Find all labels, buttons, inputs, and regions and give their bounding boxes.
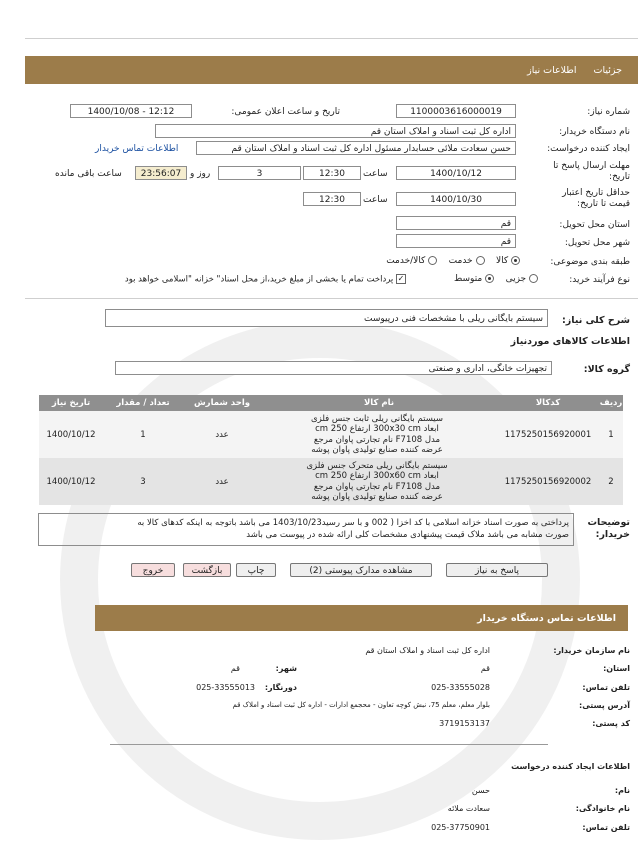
buyer-org-label: نام دستگاه خریدار: xyxy=(559,127,630,137)
days-label: روز و xyxy=(190,169,211,179)
category-label: طبقه بندی موضوعی: xyxy=(550,257,630,267)
buyer-org-field: اداره کل ثبت اسناد و املاک استان قم xyxy=(155,124,516,138)
bc-phone-value: 025-33555028 xyxy=(431,683,490,692)
radio-service-label: خدمت xyxy=(448,256,473,266)
buyer-contact-link[interactable]: اطلاعات تماس خریدار xyxy=(95,144,179,154)
print-button[interactable]: چاپ xyxy=(236,563,276,577)
col-need-date: تاریخ نیاز xyxy=(39,395,103,411)
cell-qty: 3 xyxy=(103,458,183,505)
col-index: ردیف xyxy=(599,395,623,411)
page-header xyxy=(25,56,638,84)
table-row xyxy=(39,411,623,458)
radio-goods-label: کالا xyxy=(495,256,509,266)
requester-title: اطلاعات ایجاد کننده درخواست xyxy=(511,762,630,771)
radio-service[interactable] xyxy=(476,256,485,265)
announce-field: 1400/10/08 - 12:12 xyxy=(70,104,192,118)
bc-phone-label: تلفن تماس: xyxy=(582,683,630,692)
attachments-button[interactable]: مشاهده مدارک پیوستی (2) xyxy=(290,563,432,577)
notes-line-1: پرداختی به صورت اسناد خزانه اسلامی با کد اخزا ( 002 و با سر رسید1403/10/23 می باشد باتوجه به اینکه کدهای کالا به xyxy=(137,518,569,528)
validity-time-label: ساعت xyxy=(363,195,388,205)
name-line: مدل F7108 نام تجارتی پاوان مرجع xyxy=(313,434,441,445)
group-label: گروه کالا: xyxy=(583,364,630,375)
bc-fax-value: 025-33555013 xyxy=(196,683,255,692)
city-field: قم xyxy=(396,234,516,248)
form-divider xyxy=(25,298,638,299)
buyer-contact-header: اطلاعات تماس دستگاه خریدار xyxy=(95,605,628,631)
bc-city-label: شهر: xyxy=(275,664,297,673)
bc-address-value: بلوار معلم، معلم 75، نبش کوچه تعاون - محجمع ادارات - اداره کل ثبت اسناد و املاک قم xyxy=(232,701,490,709)
bc-org-label: نام سازمان خریدار: xyxy=(553,646,630,655)
deadline-time-field: 12:30 xyxy=(303,166,361,180)
summary-field: سیستم بایگانی ریلی با مشخصات فنی درپیوست xyxy=(105,309,548,327)
breadcrumb-need-info[interactable]: اطلاعات نیاز xyxy=(527,65,577,76)
validity-label: حداقل تاریخ اعتبار قیمت تا تاریخ: xyxy=(562,188,630,209)
payment-checkbox[interactable]: ✓ xyxy=(397,274,405,283)
name-line: سیستم بایگانی ریلی متحرک جنس فلزی xyxy=(306,460,448,471)
payment-note-text: پرداخت تمام یا بخشی از مبلغ خرید،از محل اسناد" خزانه "اسلامی خواهد بود xyxy=(124,274,394,285)
province-field: قم xyxy=(396,216,516,230)
goods-title: اطلاعات کالاهای موردنیاز xyxy=(510,336,630,347)
province-label: استان محل تحویل: xyxy=(559,220,630,230)
bc-province-value: قم xyxy=(480,664,490,673)
radio-minor-label: جزیی xyxy=(505,274,527,284)
bc-address-label: آدرس پستی: xyxy=(579,701,630,710)
need-number-label: شماره نیاز: xyxy=(587,107,630,117)
col-unit: واحد شمارش xyxy=(183,395,261,411)
notes-box xyxy=(38,513,574,546)
cell-name xyxy=(261,458,497,505)
bc-province-label: استان: xyxy=(603,664,630,673)
days-field: 3 xyxy=(218,166,301,180)
bc-postal-label: کد پستی: xyxy=(592,719,630,728)
payment-note xyxy=(68,274,406,285)
validity-date-field: 1400/10/30 xyxy=(396,192,516,206)
summary-label: شرح کلی نیاز: xyxy=(561,315,630,326)
req-family-label: نام خانوادگی: xyxy=(575,804,630,813)
cell-index: 2 xyxy=(599,458,623,505)
radio-minor[interactable] xyxy=(529,274,538,283)
top-divider xyxy=(25,38,638,39)
req-name-value: حسن xyxy=(471,786,490,795)
name-line: ابعاد 300x60 cm ارتفاع 250 cm xyxy=(315,471,439,481)
name-line: سیستم بایگانی ریلی ثابت جنس فلزی xyxy=(311,413,443,424)
category-options xyxy=(340,256,520,266)
name-line: ابعاد 300x30 cm ارتفاع 250 cm xyxy=(315,424,439,434)
bc-postal-value: 3719153137 xyxy=(439,719,490,728)
table-header-row xyxy=(39,395,623,411)
process-label: نوع فرآیند خرید: xyxy=(569,275,630,285)
name-line: عرضه کننده صنایع تولیدی پاوان پوشه xyxy=(311,445,443,455)
cell-code: 1175250156920001 xyxy=(497,411,599,458)
remaining-time-field: 23:56:07 xyxy=(135,166,187,180)
col-name: نام کالا xyxy=(261,395,497,411)
deadline-label: مهلت ارسال پاسخ تا تاریخ: xyxy=(553,161,630,182)
reply-button[interactable]: پاسخ به نیاز xyxy=(446,563,548,577)
notes-line-2: صورت مشابه می باشد ملاک قیمت پیشنهادی مشخصات کلی ارائه شده در پیوست می باشد xyxy=(246,530,569,540)
radio-medium-label: متوسط xyxy=(453,274,483,284)
req-phone-label: تلفن تماس: xyxy=(582,823,630,832)
name-line: مدل F7108 نام تجارتی پاوان مرجع xyxy=(313,481,441,492)
cell-index: 1 xyxy=(599,411,623,458)
radio-medium[interactable] xyxy=(485,274,494,283)
cell-qty: 1 xyxy=(103,411,183,458)
exit-button[interactable]: خروج xyxy=(131,563,175,577)
cell-name xyxy=(261,411,497,458)
contact-divider xyxy=(110,744,548,745)
cell-date: 1400/10/12 xyxy=(39,411,103,458)
radio-goods-service-label: کالا/خدمت xyxy=(386,256,426,266)
cell-code: 1175250156920002 xyxy=(497,458,599,505)
cell-unit: عدد xyxy=(183,411,261,458)
bc-org-value: اداره کل ثبت اسناد و املاک استان قم xyxy=(365,646,490,655)
announce-label: تاریخ و ساعت اعلان عمومی: xyxy=(231,107,340,117)
process-options xyxy=(420,274,538,284)
name-line: عرضه کننده صنایع تولیدی پاوان پوشه xyxy=(311,492,443,502)
remaining-label: ساعت باقی مانده xyxy=(55,169,122,179)
creator-label: ایجاد کننده درخواست: xyxy=(547,144,630,154)
radio-goods-service[interactable] xyxy=(428,256,437,265)
req-name-label: نام: xyxy=(614,786,630,795)
deadline-date-field: 1400/10/12 xyxy=(396,166,516,180)
back-button[interactable]: بازگشت xyxy=(183,563,231,577)
deadline-time-label: ساعت xyxy=(363,169,388,179)
table-row xyxy=(39,458,623,505)
col-qty: تعداد / مقدار xyxy=(103,395,183,411)
cell-unit: عدد xyxy=(183,458,261,505)
req-family-value: سعادت ملائه xyxy=(447,804,490,813)
goods-table xyxy=(39,395,623,505)
bc-city-value: قم xyxy=(230,664,240,673)
cell-date: 1400/10/12 xyxy=(39,458,103,505)
group-field: تجهیزات خانگی، اداری و صنعتی xyxy=(115,361,552,375)
col-code: کدکالا xyxy=(497,395,599,411)
breadcrumb-details[interactable]: جزئیات xyxy=(593,65,622,76)
need-number-field: 1100003616000019 xyxy=(396,104,516,118)
city-label: شهر محل تحویل: xyxy=(564,238,630,248)
radio-goods[interactable] xyxy=(511,256,520,265)
notes-label: توضیحات خریدار: xyxy=(587,517,630,540)
validity-time-field: 12:30 xyxy=(303,192,361,206)
bc-fax-label: دورنگار: xyxy=(264,683,297,692)
req-phone-value: 025-37750901 xyxy=(431,823,490,832)
creator-field: حسن سعادت ملائی حسابدار مسئول اداره کل ثبت اسناد و املاک استان قم xyxy=(196,141,516,155)
